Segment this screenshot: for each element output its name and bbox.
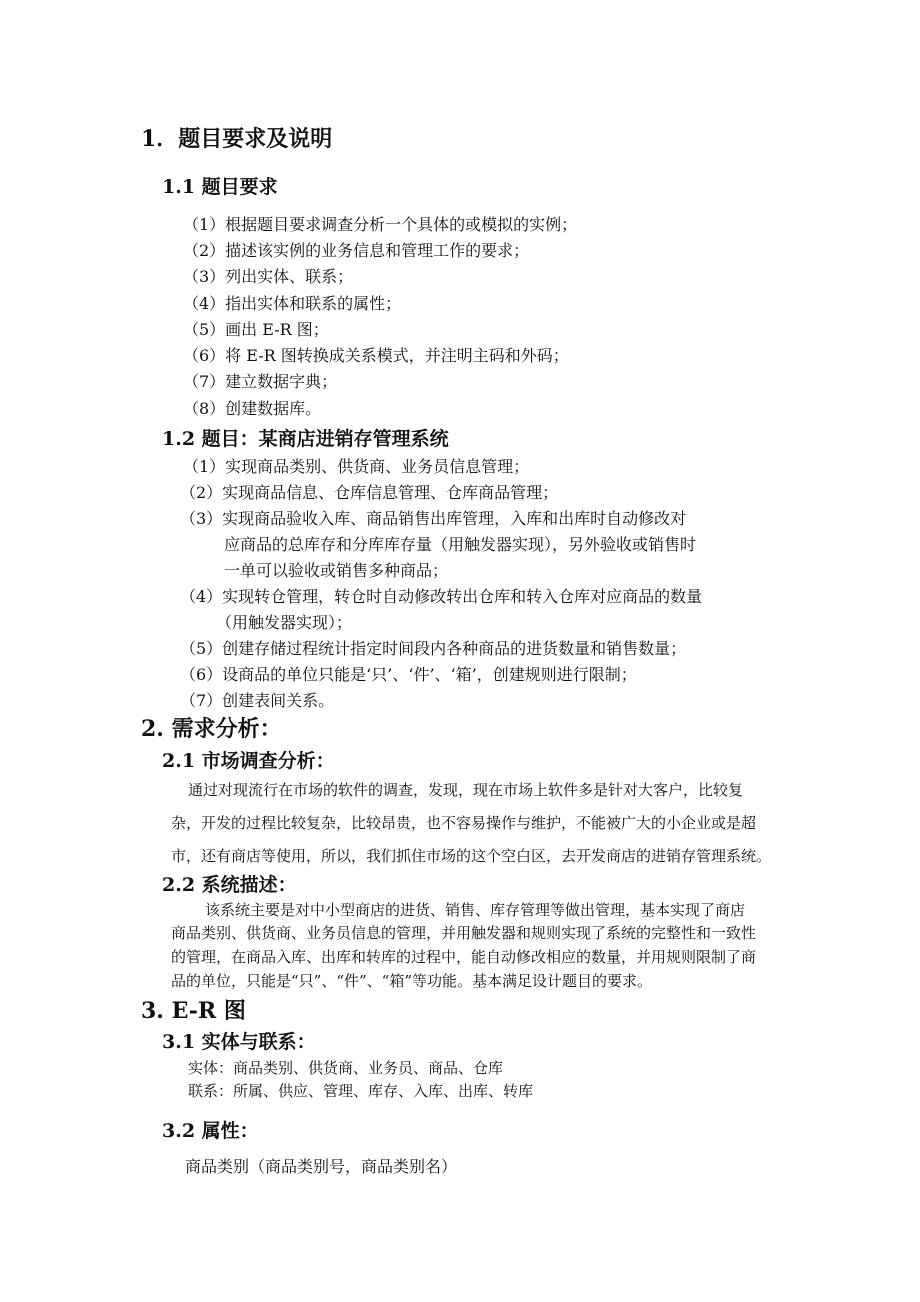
list-item: （5）创建存储过程统计指定时间段内各种商品的进货数量和销售数量； — [180, 639, 687, 658]
section-3-2-heading: 3.2 属性： — [162, 1120, 259, 1142]
list-item: （7）创建表间关系。 — [180, 691, 335, 710]
paragraph-line: 品的单位，只能是“只”、“件”、“箱”等功能。基本满足设计题目的要求。 — [171, 972, 653, 990]
relations-line: 联系：所属、供应、管理、库存、入库、出库、转库 — [188, 1082, 534, 1100]
paragraph-line: 杂，开发的过程比较复杂，比较昂贵，也不容易操作与维护，不能被广大的小企业或是超 — [171, 814, 757, 832]
section-2-2-heading: 2.2 系统描述： — [162, 874, 297, 896]
list-item: （7）建立数据字典； — [183, 372, 338, 391]
paragraph-line: 通过对现流行在市场的软件的调查，发现，现在市场上软件多是针对大客户，比较复 — [188, 781, 744, 799]
paragraph-line: 的管理，在商品入库、出库和转库的过程中，能自动修改相应的数量，并用规则限制了商 — [171, 948, 757, 966]
list-item-continuation: 一单可以验收或销售多种商品； — [224, 561, 449, 580]
section-3-1-heading: 3.1 实体与联系： — [162, 1031, 316, 1053]
section-1-2-heading: 1.2 题目：某商店进销存管理系统 — [162, 428, 449, 450]
paragraph-line: 该系统主要是对中小型商店的进货、销售、库存管理等做出管理，基本实现了商店 — [205, 901, 746, 919]
list-item: （8）创建数据库。 — [183, 399, 322, 418]
list-item: （4）指出实体和联系的属性； — [183, 294, 402, 313]
section-1-1-heading: 1.1 题目要求 — [162, 176, 278, 198]
list-item: （4）实现转仓管理，转仓时自动修改转出仓库和转入仓库对应商品的数量 — [180, 587, 703, 606]
section-1-heading: 1．题目要求及说明 — [141, 126, 333, 152]
list-item: （3）列出实体、联系； — [183, 267, 354, 286]
entities-line: 实体：商品类别、供货商、业务员、商品、仓库 — [188, 1059, 504, 1077]
paragraph-line: 市，还有商店等使用，所以，我们抓住市场的这个空白区，去开发商店的进销存管理系统。 — [171, 847, 772, 865]
list-item: （1）根据题目要求调查分析一个具体的或模拟的实例； — [183, 215, 578, 234]
list-item: （1）实现商品类别、供货商、业务员信息管理； — [183, 457, 530, 476]
attribute-line: 商品类别（商品类别号，商品类别名） — [185, 1157, 458, 1176]
list-item: （5）画出 E-R 图； — [183, 320, 329, 339]
section-3-heading: 3. E-R 图 — [141, 998, 246, 1024]
list-item: （2）实现商品信息、仓库信息管理、仓库商品管理； — [180, 483, 559, 502]
list-item: （6）将 E-R 图转换成关系模式，并注明主码和外码； — [183, 346, 569, 365]
list-item: （2）描述该实例的业务信息和管理工作的要求； — [183, 241, 530, 260]
section-2-1-heading: 2.1 市场调查分析： — [162, 750, 335, 772]
list-item-continuation: 应商品的总库存和分库库存量（用触发器实现），另外验收或销售时 — [224, 535, 697, 554]
section-2-heading: 2. 需求分析： — [141, 716, 282, 742]
list-item: （3）实现商品验收入库、商品销售出库管理，入库和出库时自动修改对 — [180, 509, 687, 528]
list-item: （6）设商品的单位只能是‘只’、‘件’、‘箱’，创建规则进行限制； — [180, 665, 637, 684]
list-item-continuation: （用触发器实现）； — [216, 613, 353, 632]
paragraph-line: 商品类别、供货商、业务员信息的管理，并用触发器和规则实现了系统的完整性和一致性 — [171, 924, 757, 942]
